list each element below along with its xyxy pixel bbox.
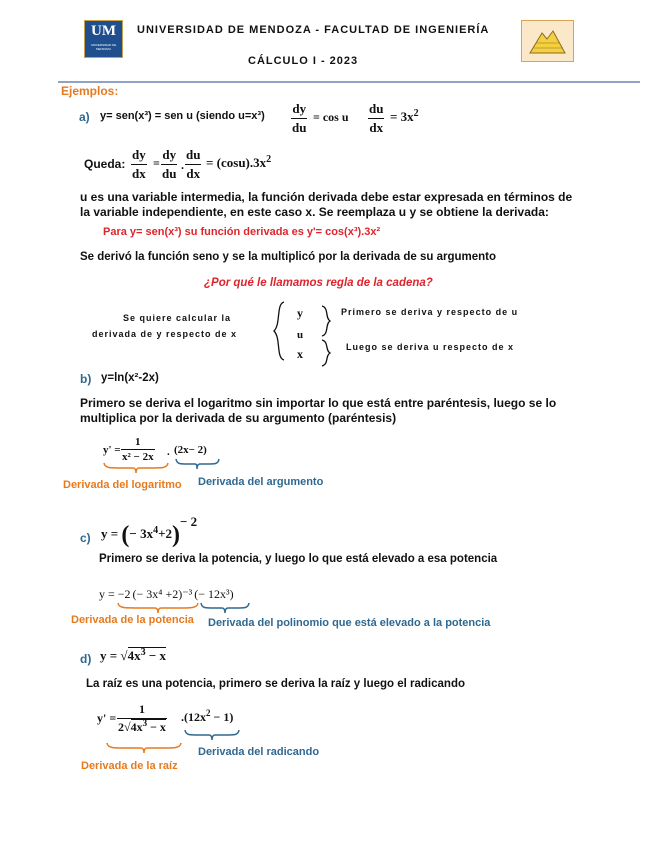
orange-brace-icon [117, 602, 199, 614]
exponent: 4 [153, 525, 159, 536]
c-inner: (− 3x⁴ +2)⁻³ [132, 587, 193, 601]
c-plus2: +2 [158, 526, 173, 541]
fraction-den: dx [132, 166, 146, 181]
dot-sign: . [181, 158, 184, 172]
chain-right-line-1: Primero se deriva y respecto de u [341, 307, 519, 317]
fraction-den: du [162, 166, 177, 181]
example-a-equation: y= sen(x³) = sen u (siendo u=x³) [100, 110, 265, 122]
orange-brace-icon [106, 742, 182, 754]
c-yprime [99, 587, 234, 602]
equals-3x-text: = 3x [390, 109, 414, 124]
logo-subtext: UNIVERSIDAD DE MENDOZA [90, 43, 117, 51]
exponent: 2 [266, 154, 272, 165]
chain-u: u [297, 329, 304, 341]
fraction-den [117, 718, 167, 735]
c-yprime-text: y = −2 [99, 587, 131, 601]
d-function [100, 648, 166, 664]
d-den-coef: 2 [118, 720, 124, 734]
example-d-label: d) [80, 652, 92, 666]
fraction-den: dx [369, 120, 384, 135]
d-den-radicand-text: 4x [130, 720, 143, 734]
queda-label: Queda: [84, 157, 126, 171]
faculty-logo [521, 20, 574, 62]
right-brace-icon-lower [320, 338, 332, 368]
example-c-label: c) [80, 531, 91, 545]
orange-brace-icon [103, 462, 169, 474]
examples-title: Ejemplos: [61, 84, 119, 98]
d-den-radicand [131, 719, 166, 734]
equals-sign: = [153, 156, 160, 170]
fraction-num: dy [132, 147, 146, 162]
b-dot: . [167, 446, 170, 458]
fraction-den: du [292, 120, 307, 135]
b-factor: (2x− 2) [174, 444, 207, 456]
sqrt-icon: √ [120, 648, 128, 663]
queda-result [206, 155, 271, 171]
header-subtitle: CÁLCULO I - 2023 [248, 55, 359, 67]
fraction-dy-du [291, 101, 307, 136]
chain-y: y [297, 306, 303, 320]
d-factor-end: − 1) [210, 710, 234, 724]
d-factor [181, 710, 233, 725]
chain-rule-question: ¿Por qué le llamamos regla de la cadena? [204, 277, 433, 289]
b-label-blue: Derivada del argumento [198, 476, 324, 488]
exponent: 3 [142, 718, 148, 728]
university-logo [84, 20, 123, 58]
fraction-num: du [369, 101, 384, 116]
fraction-num: 1 [135, 436, 141, 448]
fraction-num: du [186, 147, 201, 162]
d-yprime: y' = [97, 711, 117, 725]
exponent: 2 [206, 708, 211, 718]
d-factor-text: .(12x [181, 710, 206, 724]
example-b-function: y=ln(x²-2x) [101, 372, 159, 384]
open-paren: ( [121, 522, 130, 548]
c-function-y: y = [101, 526, 119, 541]
blue-brace-icon [175, 458, 220, 470]
d-den-minus: − x [147, 720, 166, 734]
fraction-du-dx-2 [185, 147, 201, 182]
example-a-explanation: u es una variable intermedia, la función derivada debe estar expresada en términos de la variable independiente, en este caso x. Se reemplaza u y se obtiene la derivada: [80, 190, 573, 219]
faculty-logo-graphic [522, 21, 573, 61]
right-brace-icon-upper [320, 304, 332, 338]
example-c-explanation: Primero se deriva la potencia, y luego lo que está elevado a esa potencia [99, 553, 498, 565]
equals-cos-u: = cos u [313, 110, 349, 124]
c-inner-text: − 3x [129, 526, 154, 541]
d-function-y: y = [100, 648, 118, 663]
fraction-den: x² − 2x [122, 451, 154, 463]
chain-x: x [297, 347, 303, 361]
header-title: UNIVERSIDAD DE MENDOZA - FACULTAD DE INGENIERÍA [137, 24, 490, 36]
header-divider [58, 81, 640, 83]
example-a-summary: Se derivó la función seno y se la multiplicó por la derivada de su argumento [80, 251, 497, 263]
d-minus-x: − x [145, 648, 166, 663]
fraction-dy-dx [131, 147, 147, 182]
exponent: − 2 [180, 514, 198, 529]
b-fraction [121, 436, 155, 463]
blue-brace-icon [184, 729, 240, 741]
c-factor: (− 12x³) [194, 587, 234, 601]
d-fraction [117, 702, 167, 735]
b-label-orange: Derivada del logaritmo [63, 479, 182, 491]
fraction-num: dy [292, 101, 307, 116]
logo-text: UM [91, 23, 116, 39]
exponent: 2 [413, 108, 419, 119]
d-radicand [128, 647, 166, 663]
c-label-blue: Derivada del polinomio que está elevado a la potencia [208, 617, 491, 629]
c-label-orange: Derivada de la potencia [71, 614, 194, 626]
c-function [101, 514, 198, 549]
fraction-num: dy [162, 147, 177, 162]
equals-3x2 [390, 109, 419, 125]
example-a-label: a) [79, 110, 90, 124]
d-label-blue: Derivada del radicando [198, 746, 320, 758]
close-paren: ) [172, 522, 181, 548]
example-a-highlight: Para y= sen(x³) su función derivada es y'= cos(x³).3x² [103, 226, 381, 238]
chain-left-line-1: Se quiere calcular la [123, 313, 232, 323]
d-label-orange: Derivada de la raíz [81, 760, 178, 772]
sqrt-icon: √ [124, 720, 131, 734]
example-b-explanation: Primero se deriva el logaritmo sin importar lo que está entre paréntesis, luego se lo multiplica por la derivada de su argumento (paréntesis) [80, 396, 557, 425]
blue-brace-icon [200, 602, 250, 614]
chain-right-line-2: Luego se deriva u respecto de x [346, 342, 515, 352]
fraction-du-dx [368, 101, 384, 136]
fraction-den: dx [186, 166, 201, 181]
fraction-dy-du-2 [161, 147, 177, 182]
queda-result-text: = (cosu).3x [206, 155, 267, 170]
example-b-label: b) [80, 372, 92, 386]
example-d-explanation: La raíz es una potencia, primero se deriva la raíz y luego el radicando [86, 678, 465, 690]
left-brace-icon [272, 300, 286, 362]
exponent: 3 [140, 647, 146, 658]
b-yprime: y' = [103, 444, 121, 456]
fraction-num: 1 [138, 702, 145, 716]
d-radicand-text: 4x [127, 648, 141, 663]
chain-left-line-2: derivada de y respecto de x [92, 329, 238, 339]
